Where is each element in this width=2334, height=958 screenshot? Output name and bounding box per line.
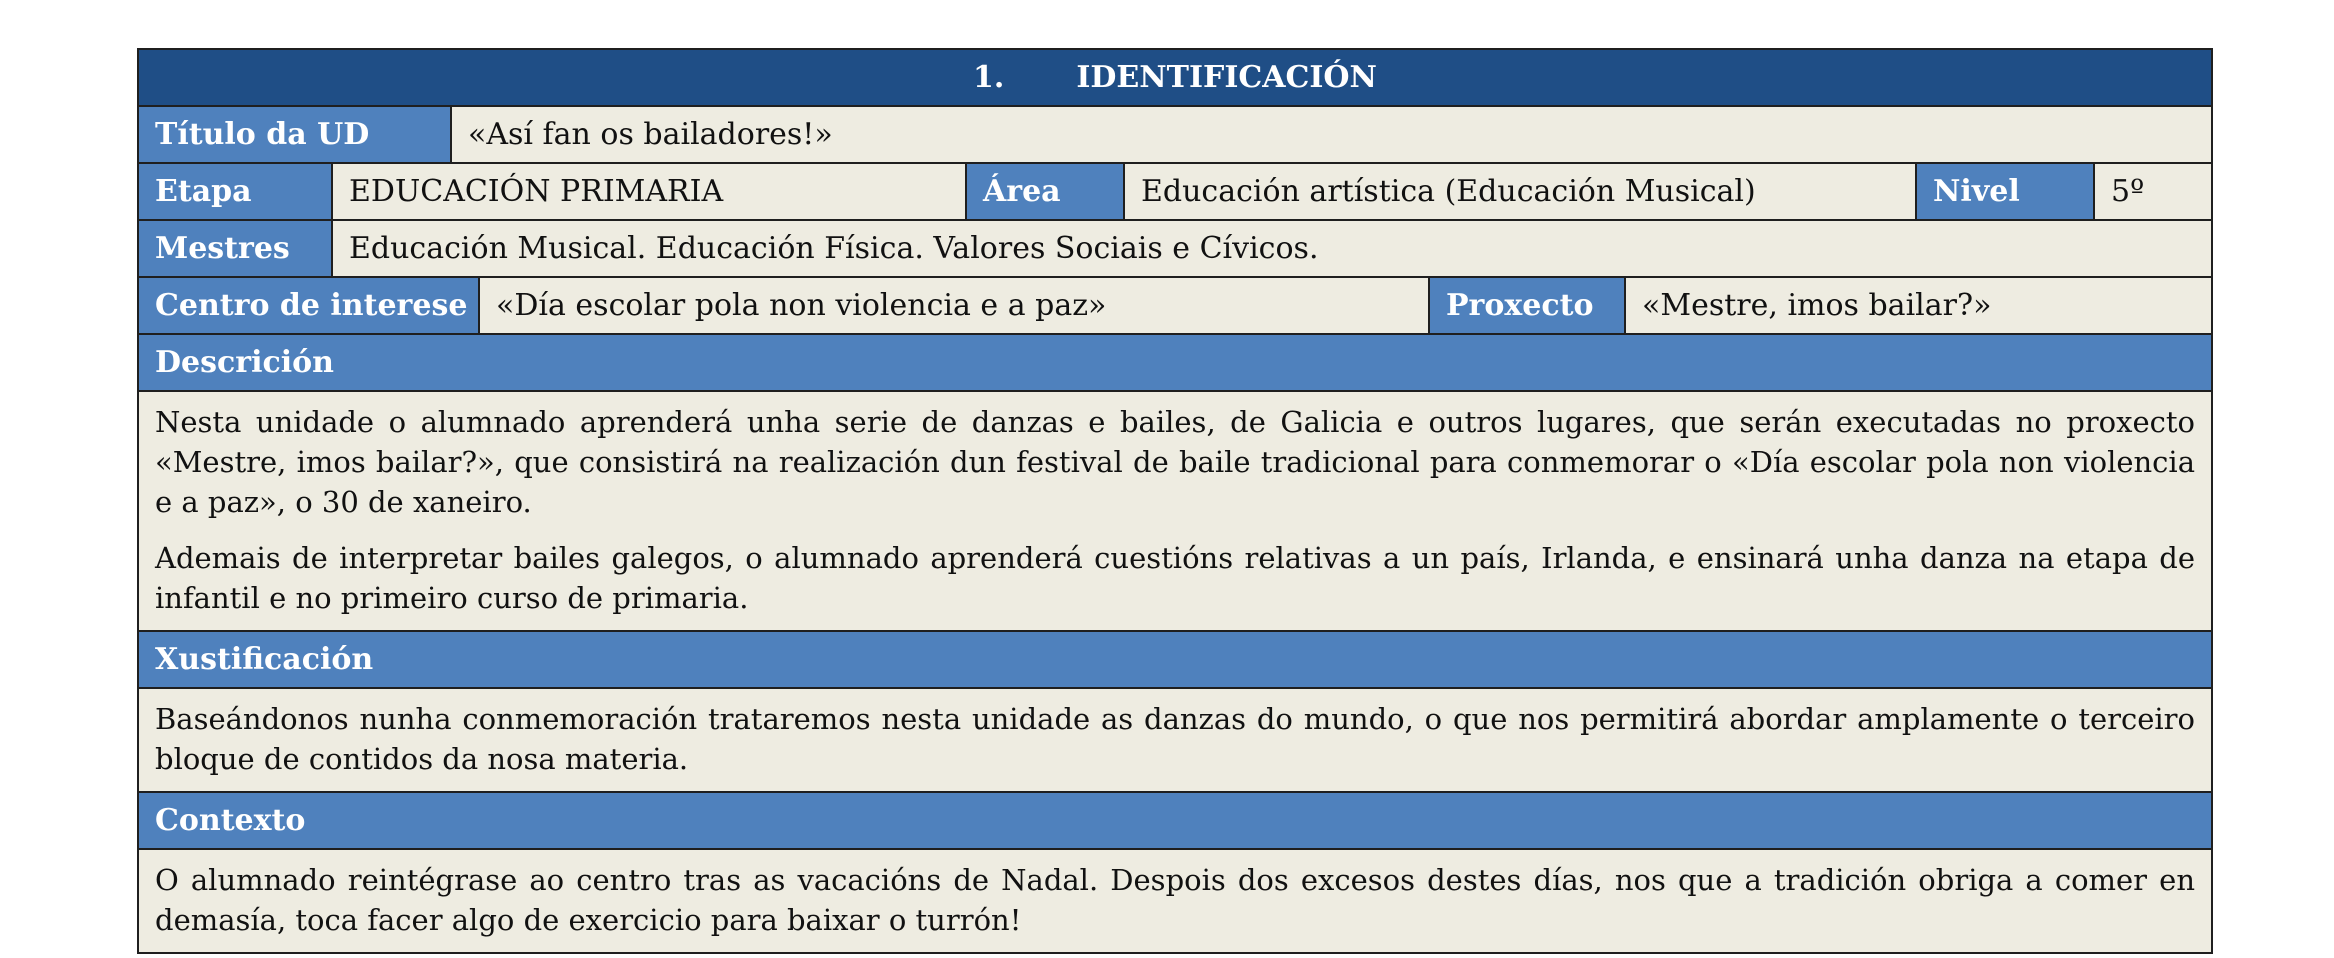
label-descricion: Descrición — [139, 335, 2211, 390]
descricion-paragraph-1: Nesta unidade o alumnado aprenderá unha serie de danzas e bailes, de Galicia e outros lugares, que serán executadas no proxecto «Mestre, imos bailar?», que consistirá na realización dun festival de baile tradicional para conmemorar o «Día escolar pola non violencia e a paz», o 30 de xaneiro. — [155, 405, 2195, 519]
row-contexto-header — [139, 793, 2211, 850]
value-etapa: EDUCACIÓN PRIMARIA — [333, 164, 967, 219]
contexto-text — [139, 850, 2211, 952]
row-mestres — [139, 221, 2211, 278]
label-nivel: Nivel — [1917, 164, 2095, 219]
row-etapa — [139, 164, 2211, 221]
value-proxecto: «Mestre, imos bailar?» — [1626, 278, 2211, 333]
contexto-paragraph: O alumnado reintégrase ao centro tras as vacacións de Nadal. Despois dos excesos destes días, nos que a tradición obriga a comer en demasía, toca facer algo de exercicio para baixar o turrón! — [155, 863, 2195, 937]
label-mestres: Mestres — [139, 221, 333, 276]
section-title — [139, 50, 2211, 105]
row-xustificacion-body — [139, 689, 2211, 793]
section-number: 1. — [973, 59, 1005, 95]
value-nivel: 5º — [2095, 164, 2211, 219]
label-contexto: Contexto — [139, 793, 2211, 848]
row-centro-proxecto — [139, 278, 2211, 335]
row-contexto-body — [139, 850, 2211, 952]
label-titulo: Título da UD — [139, 107, 452, 162]
identification-table — [137, 48, 2213, 954]
row-descricion-body — [139, 392, 2211, 632]
label-centro: Centro de interese — [139, 278, 480, 333]
xustificacion-paragraph: Baseándonos nunha conmemoración trataremos nesta unidade as danzas do mundo, o que nos permitirá abordar amplamente o terceiro bloque de contidos da nosa materia. — [155, 702, 2195, 776]
label-etapa: Etapa — [139, 164, 333, 219]
label-xustificacion: Xustificación — [139, 632, 2211, 687]
row-titulo — [139, 107, 2211, 164]
descricion-text — [139, 392, 2211, 630]
xustificacion-text — [139, 689, 2211, 791]
descricion-paragraph-2: Ademais de interpretar bailes galegos, o alumnado aprenderá cuestións relativas a un país, Irlanda, e ensinará unha danza na etapa de infantil e no primeiro curso de primaria. — [155, 541, 2195, 615]
label-area: Área — [967, 164, 1125, 219]
row-xustificacion-header — [139, 632, 2211, 689]
label-proxecto: Proxecto — [1430, 278, 1626, 333]
value-area: Educación artística (Educación Musical) — [1125, 164, 1917, 219]
section-title-text: IDENTIFICACIÓN — [1076, 59, 1377, 95]
section-header — [139, 50, 2211, 107]
value-mestres: Educación Musical. Educación Física. Valores Sociais e Cívicos. — [333, 221, 2211, 276]
value-titulo: «Así fan os bailadores!» — [452, 107, 2211, 162]
row-descricion-header — [139, 335, 2211, 392]
value-centro: «Día escolar pola non violencia e a paz» — [480, 278, 1430, 333]
